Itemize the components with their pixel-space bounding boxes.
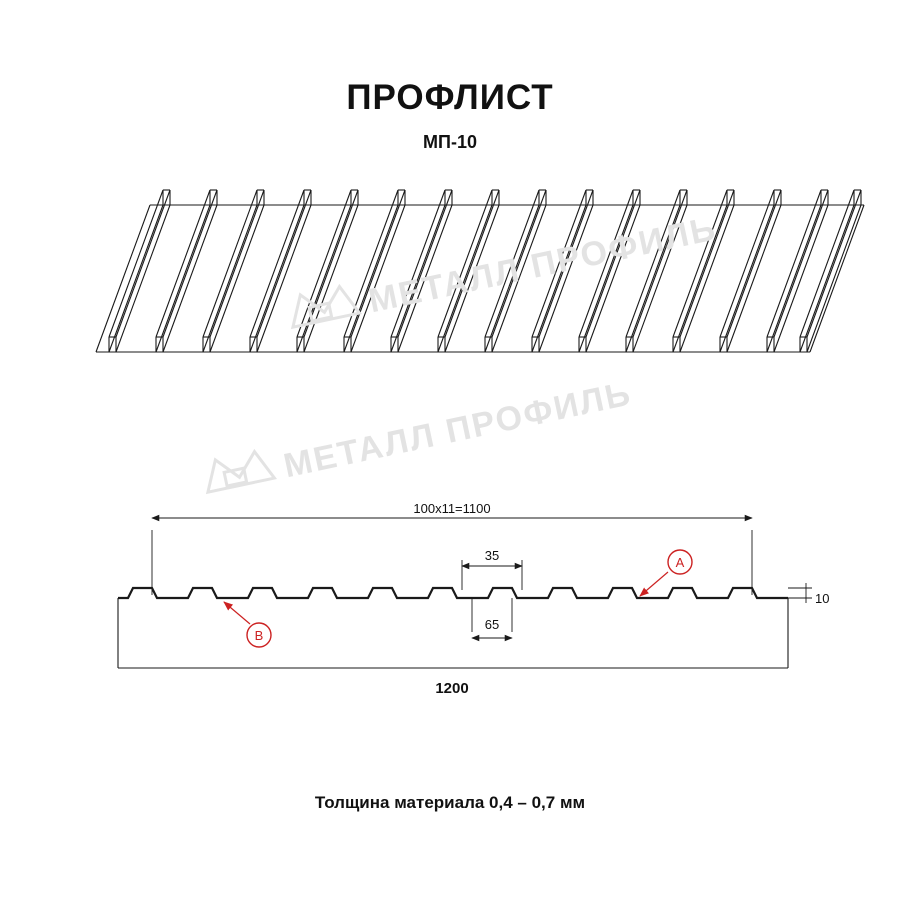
product-code: МП-10 <box>423 132 477 152</box>
page-title: ПРОФЛИСТ <box>346 78 554 117</box>
callout-b-label: B <box>254 628 264 643</box>
dim-flat-width: 65 <box>484 617 500 632</box>
callout-a-label: A <box>675 555 685 570</box>
dim-height-right: 10 <box>815 591 830 606</box>
dim-overall-bottom: 1200 <box>435 680 469 697</box>
watermark-text-bottom: МЕТАЛЛ ПРОФИЛЬ <box>280 374 636 486</box>
dim-overall-top: 100х11=1100 <box>413 501 491 516</box>
callout-b <box>224 602 271 647</box>
dim-rib-pitch: 35 <box>484 548 500 563</box>
watermark-text-top: МЕТАЛЛ ПРОФИЛЬ <box>365 209 721 321</box>
material-thickness-note: Толщина материала 0,4 – 0,7 мм <box>314 793 586 812</box>
